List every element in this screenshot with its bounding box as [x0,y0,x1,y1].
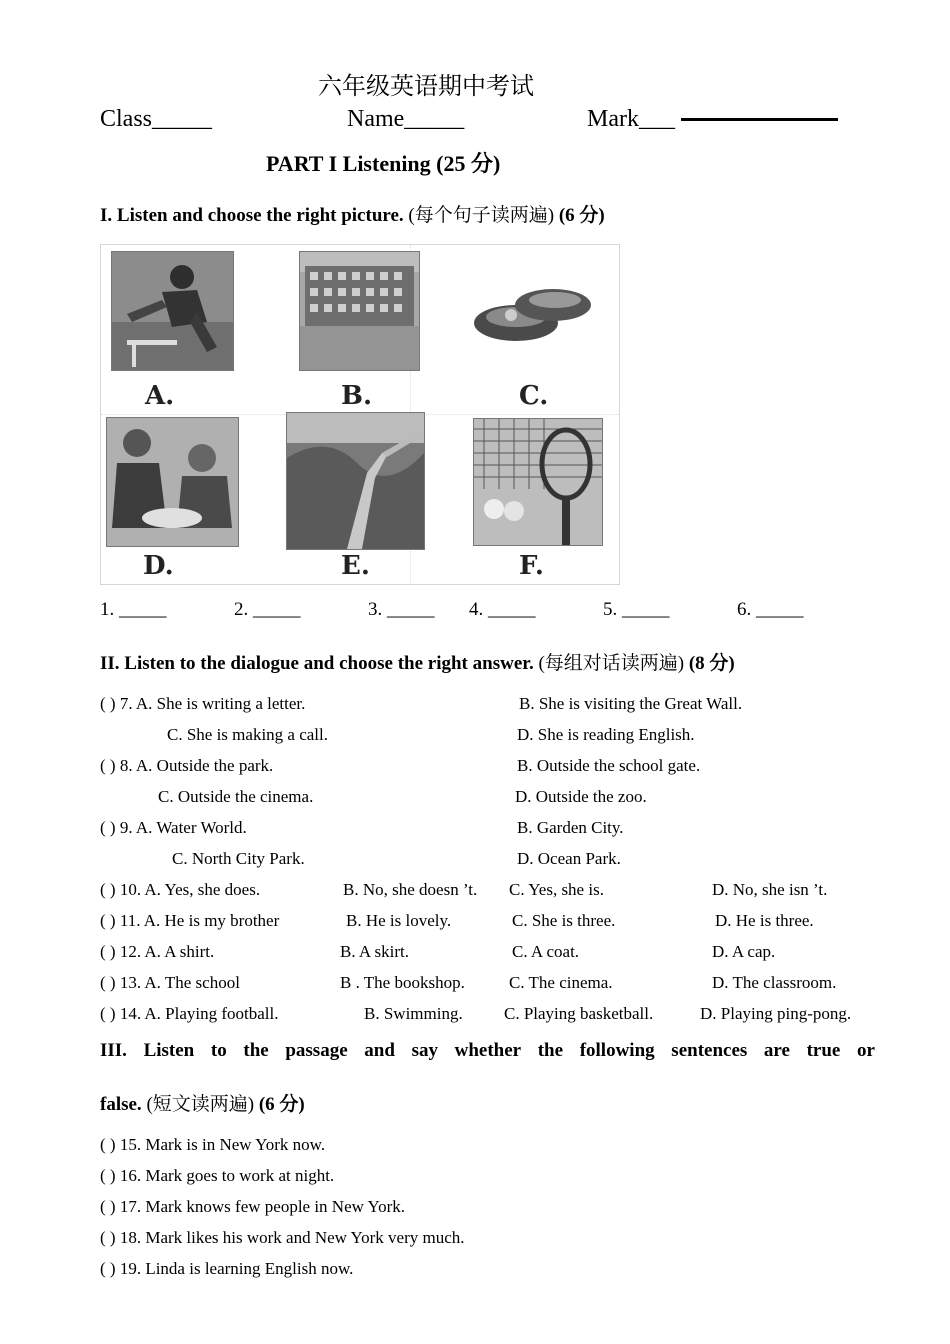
q11-option-d: D. He is three. [715,911,814,930]
tf-item-17: ( ) 17. Mark knows few people in New York. [100,1197,406,1216]
q8-option-b: B. Outside the school gate. [517,756,701,775]
q9-option-b: B. Garden City. [517,818,624,837]
picture-grid [100,244,620,585]
great-wall-photo-icon [286,412,425,550]
mark-underline [681,118,838,121]
q11-option-c: C. She is three. [512,911,616,930]
q13-option-b: B . The bookshop. [340,973,465,992]
q7-option-c: C. She is making a call. [167,725,329,744]
section-3-word: say [411,1040,438,1061]
answer-blank-2: 2. _____ [234,599,301,620]
section-3-score: (6 分) [258,1094,305,1115]
part-title: PART I Listening (25 分) [266,151,501,176]
section-3-word: III. [100,1040,127,1061]
q7-option-a: ( ) 7. A. She is writing a letter. [100,694,306,713]
section-3-title-line-1 [100,1040,875,1062]
q7-option-b: B. She is visiting the Great Wall. [519,694,743,713]
class-field: Class_____ [100,106,213,132]
q13-option-a: ( ) 13. A. The school [100,973,240,992]
q10-option-b: B. No, she doesn ’t. [343,880,478,899]
q9-option-d: D. Ocean Park. [517,849,621,868]
section-3-note: (短文读两遍) [146,1094,255,1115]
q12-option-c: C. A coat. [512,942,580,961]
section-3-word: the [537,1040,564,1061]
section-3-word: sentences [671,1040,748,1061]
hurdler-photo-icon [111,251,234,371]
q12-option-d: D. A cap. [712,942,776,961]
tf-item-15: ( ) 15. Mark is in New York now. [100,1135,326,1154]
picture-label-d: D. [143,551,174,581]
q9-option-c: C. North City Park. [172,849,305,868]
q11-option-b: B. He is lovely. [346,911,452,930]
q14-option-a: ( ) 14. A. Playing football. [100,1004,279,1023]
section-3-word: are [763,1040,790,1061]
picture-label-f: F. [519,551,544,581]
answer-blank-4: 4. _____ [469,599,536,620]
q14-option-c: C. Playing basketball. [504,1004,654,1023]
section-2-heading [100,648,735,675]
answer-blank-1: 1. _____ [100,599,167,620]
section-3-word: and [364,1040,395,1061]
section-3-word: the [243,1040,269,1061]
section-2-note: (每组对话读两遍) [538,653,685,674]
section-3-word: following [579,1040,655,1061]
q14-option-d: D. Playing ping-pong. [700,1004,852,1023]
section-3-title-end: false. [100,1094,142,1115]
picture-label-c: C. [519,381,549,411]
q13-option-d: D. The classroom. [712,973,837,992]
section-3-word: passage [285,1040,348,1061]
section-3-word: true [806,1040,841,1061]
mark-field: Mark___ [587,106,675,132]
section-2-score: (8 分) [688,653,735,674]
picture-label-b: B. [341,381,373,411]
q9-option-a: ( ) 9. A. Water World. [100,818,247,837]
tf-item-19: ( ) 19. Linda is learning English now. [100,1259,354,1278]
q12-option-b: B. A skirt. [340,942,409,961]
section-1-title: I. Listen and choose the right picture. [100,205,404,226]
q8-option-d: D. Outside the zoo. [515,787,647,806]
section-2-title: II. Listen to the dialogue and choose the right answer. [100,653,534,674]
q7-option-d: D. She is reading English. [517,725,695,744]
q13-option-c: C. The cinema. [509,973,613,992]
name-field: Name_____ [347,106,465,132]
picture-label-e: E. [341,551,370,581]
q12-option-a: ( ) 12. A. A shirt. [100,942,215,961]
answer-blank-3: 3. _____ [368,599,435,620]
section-3-word: or [857,1040,875,1061]
q11-option-a: ( ) 11. A. He is my brother [100,911,280,930]
section-3-word: Listen [143,1040,195,1061]
section-1-heading [100,200,605,227]
q10-option-d: D. No, she isn ’t. [712,880,828,899]
q10-option-c: C. Yes, she is. [509,880,604,899]
tf-item-16: ( ) 16. Mark goes to work at night. [100,1166,335,1185]
q10-option-a: ( ) 10. A. Yes, she does. [100,880,261,899]
q8-option-a: ( ) 8. A. Outside the park. [100,756,274,775]
picture-label-a: A. [145,381,175,411]
tf-item-18: ( ) 18. Mark likes his work and New York very much. [100,1228,465,1247]
school-building-photo-icon [299,251,420,371]
shoes-photo-icon [471,275,595,347]
exam-title: 六年级英语期中考试 [318,74,534,100]
section-3-title-line-2 [100,1089,305,1116]
q14-option-b: B. Swimming. [364,1004,463,1023]
answer-blank-5: 5. _____ [603,599,670,620]
section-1-score: (6 分) [558,205,605,226]
section-3-word: whether [454,1040,522,1061]
q8-option-c: C. Outside the cinema. [158,787,314,806]
people-dinner-photo-icon [106,417,239,547]
section-1-note: (每个句子读两遍) [408,205,555,226]
answer-blank-6: 6. _____ [737,599,804,620]
section-3-word: to [210,1040,227,1061]
tennis-racket-photo-icon [473,418,603,546]
